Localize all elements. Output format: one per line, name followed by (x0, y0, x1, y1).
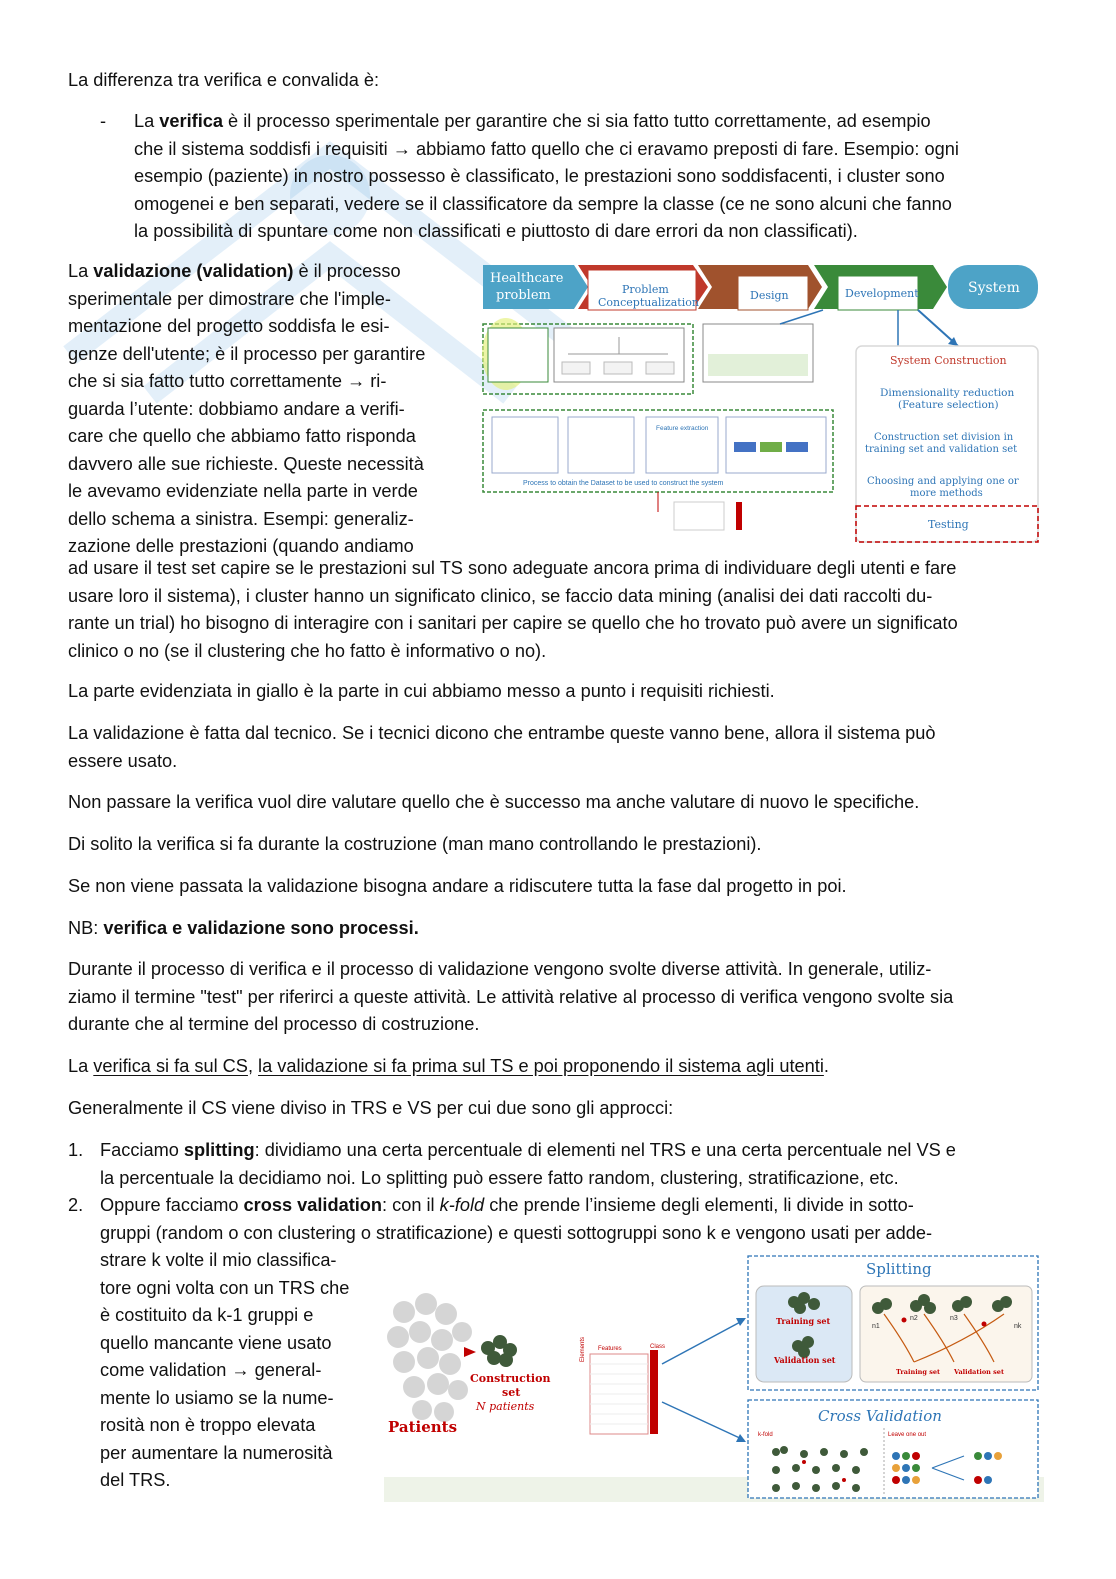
p-di-solito: Di solito la verifica si fa durante la costruzione (man mano controllando le prestazioni). (68, 834, 762, 854)
item2-line-11: del TRS. (100, 1470, 171, 1490)
svg-text:Patients: Patients (388, 1418, 458, 1436)
val-line-9: le avevamo evidenziate nella parte in verde (68, 481, 418, 501)
item2-line-6: quello mancante viene usato (100, 1332, 332, 1353)
p-tecnico (68, 720, 1043, 775)
stage-healthcare-problem (483, 265, 588, 309)
stage-problem-conceptualization (578, 265, 708, 310)
svg-text:Class: Class (650, 1344, 666, 1350)
svg-text:Construction set division in: Construction set division in (874, 432, 1014, 443)
svg-text:Development: Development (845, 287, 919, 300)
svg-text:Problem: Problem (622, 283, 669, 296)
svg-text:Validation set: Validation set (954, 1368, 1004, 1376)
p-durante-line-3: durante che al termine del processo di costruzione. (68, 1014, 480, 1034)
construction-set-cluster (481, 1335, 517, 1367)
bullet-line-5: la possibilità di spuntare come non classificati e piuttosto di dare errori da non classificati). (134, 221, 858, 241)
svg-text:Conceptualization: Conceptualization (598, 296, 699, 309)
svg-text:Design: Design (750, 289, 789, 302)
list-number-1: 1. (68, 1140, 84, 1160)
svg-text:n1: n1 (872, 1323, 880, 1330)
splitting-cross-validation-figure (384, 1252, 1044, 1502)
cross-validation-box (748, 1400, 1038, 1498)
bullet-line-2: che il sistema soddisfi i requisiti → abbiamo fatto quello che ci eravamo preposti di fare. Esempio: ogni (134, 138, 959, 159)
val-line-4: genze dell'utente; è il processo per garantire (68, 343, 426, 364)
svg-text:(Feature selection): (Feature selection) (898, 399, 999, 411)
stage-design (698, 265, 822, 310)
item2-line-1: Oppure facciamo cross validation: con il k-fold che prende l’insieme degli elementi, li divide in sotto- (100, 1195, 914, 1215)
list-number-2: 2. (68, 1195, 84, 1215)
verifica-bullet (134, 108, 1044, 246)
svg-text:Cross Validation: Cross Validation (818, 1407, 942, 1425)
val-line-15: clinico o no (se il clustering che ho fatto è informativo o no). (68, 640, 547, 661)
svg-text:N patients: N patients (476, 1400, 535, 1413)
svg-text:more methods: more methods (910, 488, 983, 499)
svg-text:System: System (968, 280, 1020, 296)
item2-line-10: per aumentare la numerosità (100, 1442, 333, 1463)
item2-line-8: mente lo usiamo se la nume- (100, 1387, 334, 1408)
val-line-14: rante un trial) ho bisogno di interagire con i sanitari per capire se quello che ho trovato può avere un significato (68, 613, 958, 633)
item2-line-4: tore ogni volta con un TRS che (100, 1277, 350, 1298)
p-non-passare: Non passare la verifica vuol dire valutare quello che è successo ma anche valutare di nuovo le specifiche. (68, 792, 920, 812)
val-line-5: che si sia fatto tutto correttamente → ri- (68, 371, 387, 391)
p-durante (68, 956, 1043, 1039)
val-line-13: usare loro il sistema), i cluster hanno un significato clinico, se faccio data mining (analisi dei dati raccolti du- (68, 585, 933, 606)
val-line-3: mentazione del progetto soddisfa le esi- (68, 316, 390, 336)
p-giallo: La parte evidenziata in giallo è la parte in cui abbiamo messo a punto i requisiti richiesti. (68, 681, 775, 701)
process-schema-figure (478, 262, 1043, 546)
svg-text:Splitting: Splitting (866, 1260, 932, 1278)
svg-text:training set and validation se: training set and validation set (865, 444, 1018, 455)
validazione-paragraph-left (68, 258, 468, 561)
svg-text:k-fold: k-fold (758, 1432, 773, 1438)
splitting-box (748, 1256, 1038, 1390)
system-construction-box (856, 346, 1038, 542)
stage-system (948, 265, 1038, 309)
svg-text:Training set: Training set (896, 1368, 940, 1376)
item2-line-2: gruppi (random o con clustering o stratificazione) e questi sottogruppi sono k e vengono usati per adde- (100, 1222, 933, 1243)
p-generalmente: Generalmente il CS viene diviso in TRS e VS per cui due sono gli approcci: (68, 1098, 674, 1118)
intro-line: La differenza tra verifica e convalida è: (68, 70, 380, 90)
p-cs: La verifica si fa sul CS, la validazione si fa prima sul TS e poi proponendo il sistema agli utenti. (68, 1056, 829, 1076)
item1-line-2: la percentuale la decidiamo noi. Lo splitting può essere fatto random, clustering, stratificazione, etc. (100, 1167, 899, 1188)
list-item-splitting (100, 1137, 1045, 1192)
validazione-paragraph-full (68, 555, 1048, 665)
val-line-2: sperimentale per dimostrare che l'imple- (68, 288, 391, 309)
svg-text:Training set: Training set (776, 1316, 831, 1326)
p-durante-line-2: ziamo il termine "test" per riferirci a queste attività. Le attività relative al processo di verifica vengono svolte sia (68, 986, 954, 1007)
val-line-12: ad usare il test set capire se le prestazioni sul TS sono adeguate ancora prima di individuare degli utenti e fare (68, 558, 957, 578)
p-tecnico-line-1: La validazione è fatta dal tecnico. Se i tecnici dicono che entrambe queste vanno bene, allora il sistema può (68, 723, 936, 743)
svg-text:Features: Features (598, 1346, 622, 1352)
svg-text:Validation set: Validation set (774, 1355, 836, 1365)
svg-text:Leave one out: Leave one out (888, 1432, 927, 1438)
svg-text:System Construction: System Construction (890, 354, 1007, 367)
item2-line-9: rosità non è troppo elevata (100, 1415, 316, 1435)
item2-line-3: strare k volte il mio classifica- (100, 1250, 337, 1270)
item2-line-5: è costituito da k-1 gruppi e (100, 1305, 314, 1325)
svg-text:n2: n2 (910, 1315, 918, 1322)
val-line-10: dello schema a sinistra. Esempi: generaliz- (68, 508, 414, 529)
svg-text:Elements: Elements (580, 1336, 586, 1362)
val-line-11: zazione delle prestazioni (quando andiamo (68, 536, 414, 556)
p-durante-line-1: Durante il processo di verifica e il processo di validazione vengono svolte diverse attività. In generale, utiliz- (68, 959, 932, 979)
bullet-marker: - (100, 111, 107, 131)
svg-text:n3: n3 (950, 1315, 958, 1322)
val-line-8: davvero alle sue richieste. Queste necessità (68, 453, 424, 474)
bullet-line-3: esempio (paziente) in nostro possesso è classificato, le prestazioni sono soddisfacenti, i cluster sono (134, 166, 945, 186)
p-nb: NB: verifica e validazione sono processi. (68, 918, 419, 938)
val-line-6: guarda l’utente: dobbiamo andare a verifi- (68, 398, 405, 419)
svg-text:Feature extraction: Feature extraction (656, 425, 709, 432)
item2-line-7: come validation → general- (100, 1360, 322, 1380)
item1-line-1: Facciamo splitting: dividiamo una certa percentuale di elementi nel TRS e una certa percentuale nel VS e (100, 1140, 956, 1160)
stage-development (814, 265, 947, 310)
p-tecnico-line-2: essere usato. (68, 750, 178, 771)
svg-text:nk: nk (1014, 1323, 1022, 1330)
svg-text:Healthcare: Healthcare (490, 271, 564, 286)
p-se-non: Se non viene passata la validazione bisogna andare a ridiscutere tutta la fase dal progetto in poi. (68, 876, 847, 896)
val-line-7: care che quello che abbiamo fatto risponda (68, 426, 416, 446)
svg-text:Process to obtain the Dataset: Process to obtain the Dataset to be used to construct the system (523, 480, 724, 487)
bullet-line-4: omogenei e ben separati, vedere se il classificatore da sempre la classe (ce ne sono alcuni che fanno (134, 193, 952, 214)
val-line-1: La validazione (validation) è il processo (68, 261, 401, 281)
bullet-line-1: La verifica è il processo sperimentale per garantire che si sia fatto tutto correttamente, ad esempio (134, 111, 931, 131)
svg-text:Choosing and applying one or: Choosing and applying one or (867, 476, 1019, 487)
svg-text:Dimensionality reduction: Dimensionality reduction (880, 387, 1015, 399)
svg-text:set: set (502, 1386, 521, 1399)
patients-cloud (387, 1293, 472, 1422)
svg-text:Testing: Testing (928, 518, 969, 531)
svg-text:Construction: Construction (470, 1372, 551, 1385)
svg-text:problem: problem (496, 288, 551, 303)
